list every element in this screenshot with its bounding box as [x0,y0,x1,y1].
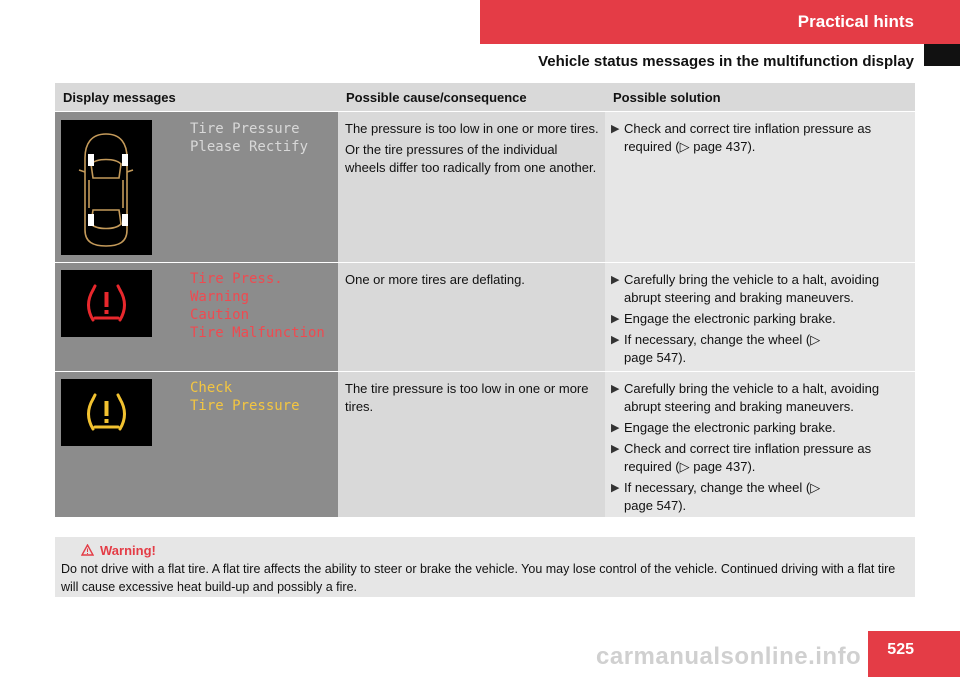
cause-cell [338,372,605,517]
solution-text: If necessary, change the wheel (▷ page 547). [624,332,821,365]
warning-text: Do not drive with a flat tire. A flat tire affects the ability to steer or brake the vehicle. You may lose control of the vehicle. Continued driving with a flat tire will cause excessive heat build-up and possibly a fire. [61,562,896,594]
column-header: Possible solution [613,89,721,105]
display-message-cell [55,263,338,371]
header-marker [924,44,960,66]
table-header [55,83,915,111]
solution-item [611,271,909,307]
cause-text: The tire pressure is too low in one or more tires. [345,381,589,414]
solution-text: Engage the electronic parking brake. [624,420,836,435]
solution-text: If necessary, change the wheel (▷ page 547). [624,480,821,513]
cause-text: One or more tires are deflating. [345,272,525,287]
page-number [868,631,960,677]
solution-cell [605,372,915,517]
warning-header [81,541,909,559]
solution-text: Carefully bring the vehicle to a halt, avoiding abrupt steering and braking maneuvers. [624,272,880,305]
cause-cell [338,112,605,262]
column-header: Display messages [63,89,176,105]
page-number-text: 525 [887,641,914,658]
display-message-cell [55,372,338,517]
solution-item [611,310,909,328]
display-text [190,270,325,342]
table-row [55,371,915,517]
display-line: Tire Press. [190,271,283,287]
solution-item [611,120,909,156]
car-tire-pressure-icon [61,120,152,255]
column-header: Possible cause/consequence [346,89,527,105]
display-line: Check [190,380,233,396]
bullet-arrow-icon: ▶ [611,443,620,455]
cause-cell [338,263,605,371]
bullet-arrow-icon: ▶ [611,334,620,346]
solution-text: Carefully bring the vehicle to a halt, avoiding abrupt steering and braking maneuvers. [624,381,880,414]
display-line: Tire Malfunction [190,325,325,341]
cause-text: Or the tire pressures of the individual wheels differ too radically from one another. [345,142,597,175]
bullet-arrow-icon: ▶ [611,274,620,286]
bullet-arrow-icon: ▶ [611,482,620,494]
table-row [55,262,915,371]
display-text [190,379,300,415]
display-text [190,120,308,156]
cause-text: The pressure is too low in one or more tires. [345,121,599,136]
section-title: Practical hints [797,12,914,31]
bullet-arrow-icon: ▶ [611,313,620,325]
solution-item [611,331,909,367]
tire-warning-red-icon [61,270,152,337]
status-message-table [55,83,915,517]
display-line: Tire Pressure [190,398,300,414]
solution-text: Check and correct tire inflation pressure as required (▷ page 437). [624,441,872,474]
display-message-cell [55,112,338,262]
display-line: Please Rectify [190,139,309,155]
bullet-arrow-icon: ▶ [611,123,620,135]
solution-item [611,380,909,416]
watermark: carmanualsonline.info [596,643,862,670]
solution-text: Check and correct tire inflation pressure as required (▷ page 437). [624,121,872,154]
tire-warning-yellow-icon [61,379,152,446]
warning-triangle-icon [81,544,94,556]
solution-item [611,440,909,476]
solution-cell [605,112,915,262]
table-row [55,111,915,262]
solution-cell [605,263,915,371]
page-subtitle: Vehicle status messages in the multifunction display [538,53,914,70]
solution-item [611,419,909,437]
warning-title: Warning! [100,542,156,558]
section-tab [480,0,960,44]
display-line: Caution [190,307,250,323]
display-line: Tire Pressure [190,121,300,137]
solution-text: Engage the electronic parking brake. [624,311,836,326]
display-line: Warning [190,289,250,305]
solution-item [611,479,909,515]
bullet-arrow-icon: ▶ [611,422,620,434]
bullet-arrow-icon: ▶ [611,383,620,395]
warning-box [55,537,915,597]
